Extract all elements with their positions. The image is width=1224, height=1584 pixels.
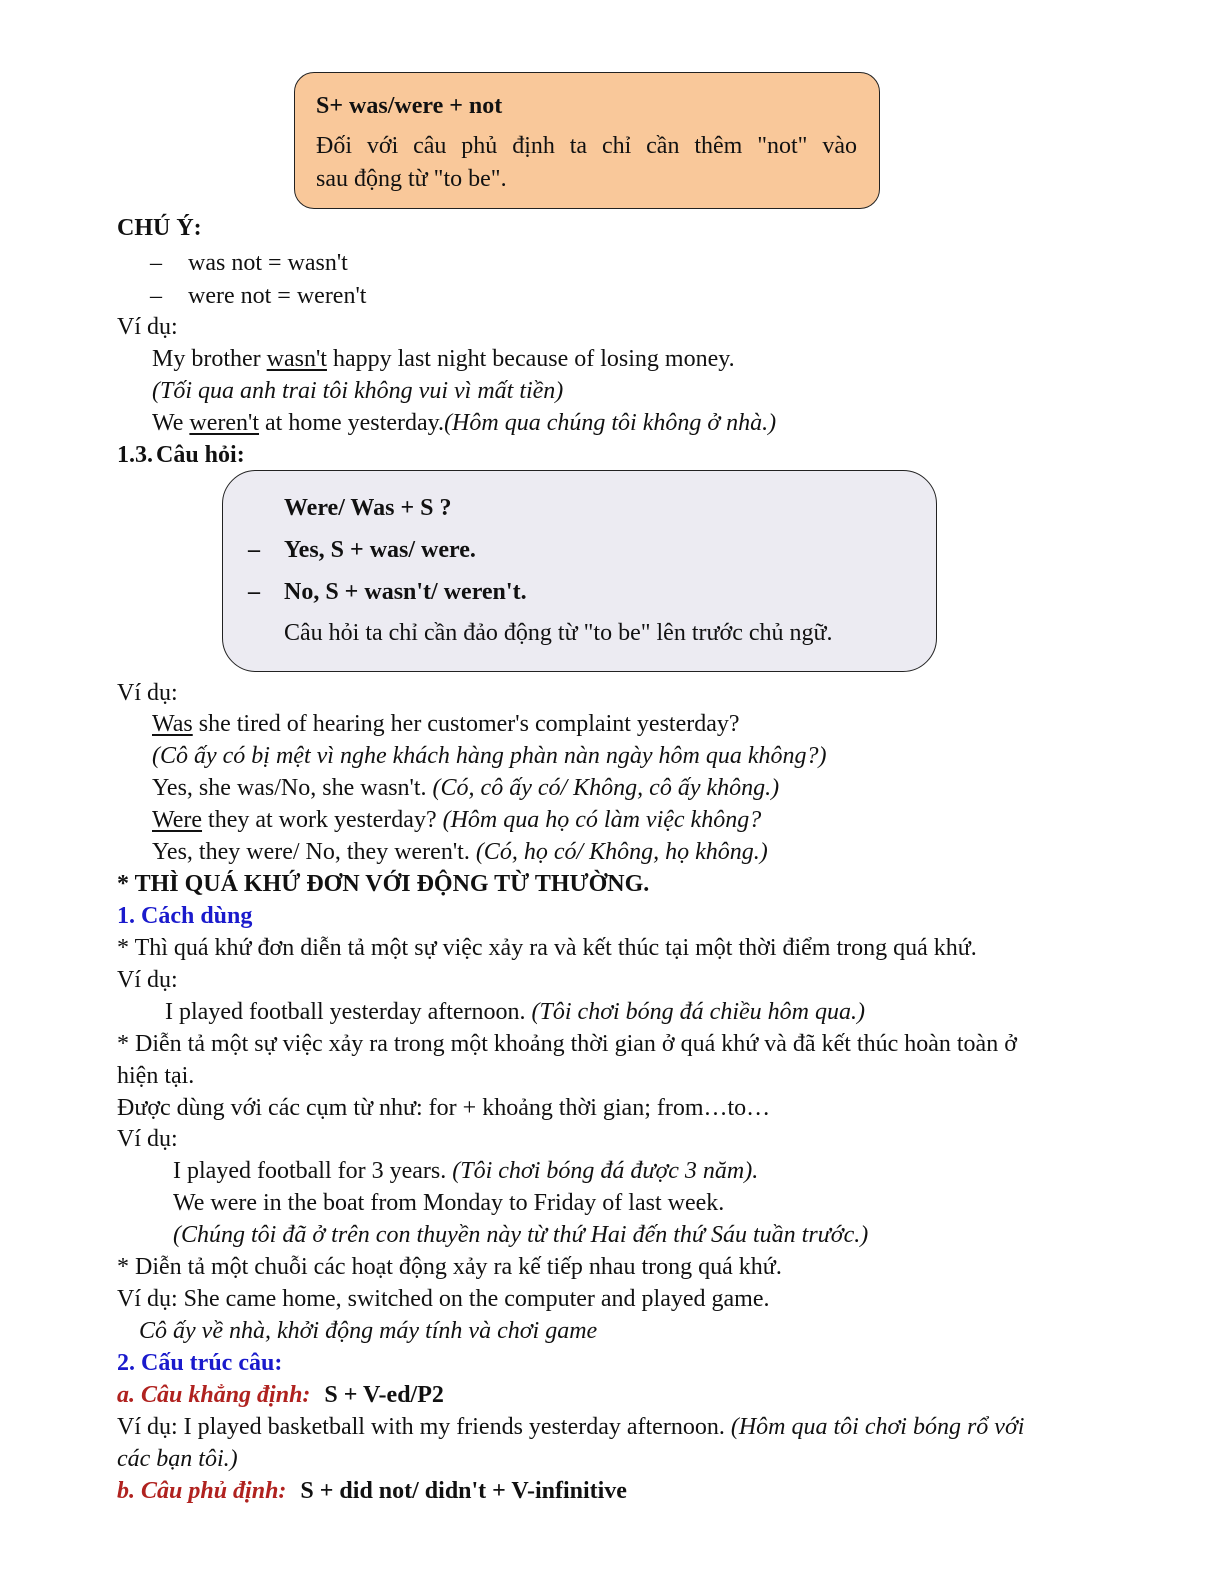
negative-explanation-line2: sau động từ "to be". [316,166,507,192]
usage-2-phrases: Được dùng với các cụm từ như: for + khoảng thời gian; from…to… [117,1095,771,1121]
bullet-marker: – [150,250,162,276]
affirmative-formula: S + V-ed/P2 [324,1382,444,1408]
note-heading: CHÚ Ý: [117,215,202,241]
bullet-marker: – [248,579,260,605]
example-translation: (Cô ấy có bị mệt vì nghe khách hàng phàn nàn ngày hôm qua không?) [152,743,827,769]
affirmative-structure [117,1379,444,1411]
usage-3: * Diễn tả một chuỗi các hoạt động xảy ra kế tiếp nhau trong quá khứ. [117,1254,782,1280]
example-label: Ví dụ: [117,967,178,993]
example-translation: (Hôm qua chúng tôi không ở nhà.) [444,410,777,436]
example-sentence: I played football for 3 years. (Tôi chơi bóng đá được 3 năm). [173,1158,759,1184]
example-label: Ví dụ: [117,680,178,706]
example-translation: (Có, cô ấy có/ Không, cô ấy không.) [432,775,780,801]
example-translation: Cô ấy về nhà, khởi động máy tính và chơi game [139,1318,598,1344]
structure-title: 2. Cấu trúc câu: [117,1350,283,1376]
section-heading-question: 1.3. Câu hỏi: [117,442,245,468]
example-translation: (Hôm qua họ có làm việc không? [442,807,762,833]
question-explanation: Câu hỏi ta chỉ cần đảo động từ "to be" lên trước chủ ngữ. [284,620,833,646]
underlined-verb: Were [152,807,203,833]
bullet-marker: – [150,283,162,309]
negative-formula-regular: S + did not/ didn't + V-infinitive [300,1478,627,1504]
note-item-wasnt: was not = wasn't [188,250,348,276]
affirmative-label: a. Câu khẳng định: [117,1382,311,1408]
negative-explanation-line1: Đối với câu phủ định ta chỉ cần thêm "not" vào [316,133,857,159]
example-sentence: Ví dụ: I played basketball with my friends yesterday afternoon. (Hôm qua tôi chơi bóng rổ với [117,1414,1025,1440]
question-formula: Were/ Was + S ? [284,495,452,521]
usage-title: 1. Cách dùng [117,903,253,929]
usage-2-line1: * Diễn tả một sự việc xảy ra trong một khoảng thời gian ở quá khứ và đã kết thúc hoàn toàn ở [117,1031,1017,1057]
example-label: Ví dụ: [117,1126,178,1152]
example-label: Ví dụ: [117,314,178,340]
bullet-marker: – [248,537,260,563]
example-translation: các bạn tôi.) [117,1446,238,1472]
underlined-verb: Was [152,711,193,737]
example-translation: (Chúng tôi đã ở trên con thuyền này từ thứ Hai đến thứ Sáu tuần trước.) [173,1222,869,1248]
example-translation: (Tối qua anh trai tôi không vui vì mất tiền) [152,378,564,404]
underlined-verb: weren't [189,410,260,436]
example-sentence: We were in the boat from Monday to Friday of last week. [173,1190,725,1216]
short-answer-no: No, S + wasn't/ weren't. [284,579,527,605]
example-translation: (Hôm qua tôi chơi bóng rổ với [730,1414,1025,1440]
example-translation: (Tôi chơi bóng đá được 3 năm). [452,1158,759,1184]
example-sentence: Ví dụ: She came home, switched on the computer and played game. [117,1286,770,1312]
usage-2-line2: hiện tại. [117,1063,195,1089]
underlined-verb: wasn't [266,346,327,372]
example-translation: (Có, họ có/ Không, họ không.) [475,839,768,865]
usage-1: * Thì quá khứ đơn diễn tả một sự việc xảy ra và kết thúc tại một thời điểm trong quá khứ. [117,935,977,961]
example-sentence: I played football yesterday afternoon. (Tôi chơi bóng đá chiều hôm qua.) [165,999,865,1025]
section-heading-regular-verbs: * THÌ QUÁ KHỨ ĐƠN VỚI ĐỘNG TỪ THƯỜNG. [117,871,650,897]
negative-formula: S+ was/were + not [316,93,503,119]
example-answer: Yes, they were/ No, they weren't. (Có, họ có/ Không, họ không.) [152,839,768,865]
example-translation: (Tôi chơi bóng đá chiều hôm qua.) [531,999,865,1025]
negative-structure [117,1475,627,1507]
example-sentence: We weren't at home yesterday.(Hôm qua chúng tôi không ở nhà.) [152,410,777,436]
example-sentence: My brother wasn't happy last night because of losing money. [152,346,735,372]
example-answer: Yes, she was/No, she wasn't. (Có, cô ấy có/ Không, cô ấy không.) [152,775,780,801]
negative-label: b. Câu phủ định: [117,1478,287,1504]
example-question: Were they at work yesterday? (Hôm qua họ có làm việc không? [152,807,762,833]
example-question: Was she tired of hearing her customer's complaint yesterday? [152,711,740,737]
short-answer-yes: Yes, S + was/ were. [284,537,476,563]
note-item-werent: were not = weren't [188,283,367,309]
